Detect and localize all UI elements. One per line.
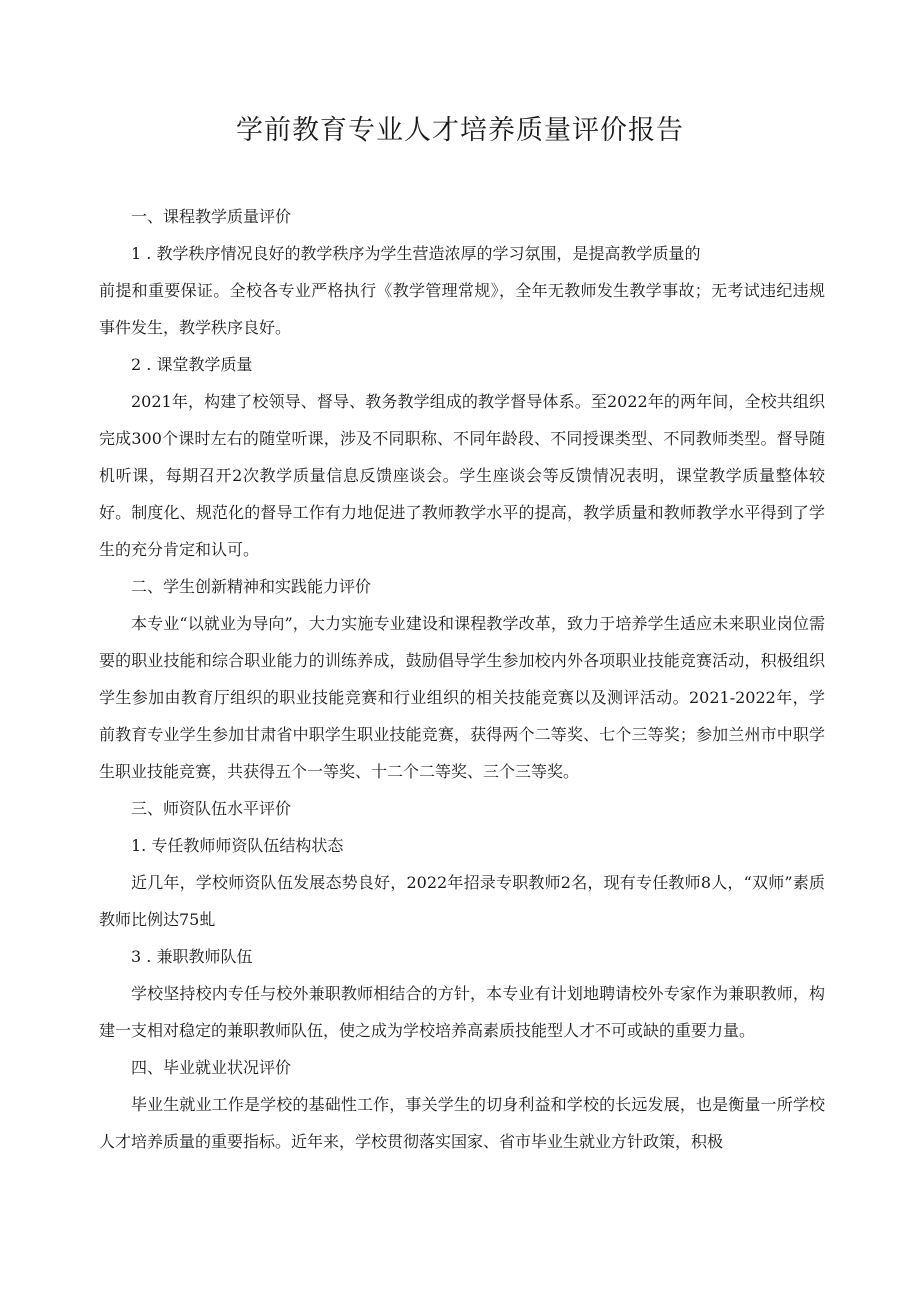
paragraph: 近几年，学校师资队伍发展态势良好，2022年招录专职教师2名，现有专任教师8人，“双师”素质教师比例达75虬	[99, 873, 825, 929]
document-body	[99, 198, 825, 1160]
document-title: 学前教育专业人才培养质量评价报告	[236, 115, 684, 146]
paragraph: 本专业“以就业为导向”，大力实施专业建设和课程教学改革，致力于培养学生适应未来职业岗位需要的职业技能和综合职业能力的训练养成，鼓励倡导学生参加校内外各项职业技能竞赛活动，积极组织学生参加由教育厅组织的职业技能竞赛和行业组织的相关技能竞赛以及测评活动。2021-2022年，学前教育专业学生参加甘肃省中职学生职业技能竞赛，获得两个二等奖、七个三等奖；参加兰州市中职学生职业技能竞赛，共获得五个一等奖、十二个二等奖、三个三等奖。	[99, 614, 825, 781]
subheading-1-2: 2 . 课堂教学质量	[131, 355, 253, 374]
section-heading-1: 一、课程教学质量评价	[131, 207, 292, 226]
paragraph: 学校坚持校内专任与校外兼职教师相结合的方针，本专业有计划地聘请校外专家作为兼职教师，构建一支相对稳定的兼职教师队伍，使之成为学校培养高素质技能型人才不可或缺的重要力量。	[99, 984, 825, 1040]
subheading-3-3: 3 . 兼职教师队伍	[131, 947, 253, 966]
subheading-1-1: 1 . 教学秩序情况良好的教学秩序为学生营造浓厚的学习氛围，是提高教学质量的	[131, 244, 701, 263]
section-heading-4: 四、毕业就业状况评价	[131, 1058, 292, 1077]
paragraph: 毕业生就业工作是学校的基础性工作，事关学生的切身利益和学校的长远发展，也是衡量一所学校人才培养质量的重要指标。近年来，学校贯彻落实国家、省市毕业生就业方针政策，积极	[99, 1095, 825, 1151]
subheading-3-1: 1. 专任教师师资队伍结构状态	[131, 836, 344, 855]
section-heading-3: 三、师资队伍水平评价	[131, 799, 292, 818]
paragraph: 2021年，构建了校领导、督导、教务教学组成的教学督导体系。至2022年的两年间，全校共组织完成300个课时左右的随堂听课，涉及不同职称、不同年龄段、不同授课类型、不同教师类型。督导随机听课，每期召开2次教学质量信息反馈座谈会。学生座谈会等反馈情况表明，课堂教学质量整体较好。制度化、规范化的督导工作有力地促进了教师教学水平的提高，教学质量和教师教学水平得到了学生的充分肯定和认可。	[99, 392, 825, 559]
section-heading-2: 二、学生创新精神和实践能力评价	[131, 577, 372, 596]
paragraph: 前提和重要保证。全校各专业严格执行《教学管理常规》，全年无教师发生教学事故；无考试违纪违规事件发生，教学秩序良好。	[99, 281, 825, 337]
